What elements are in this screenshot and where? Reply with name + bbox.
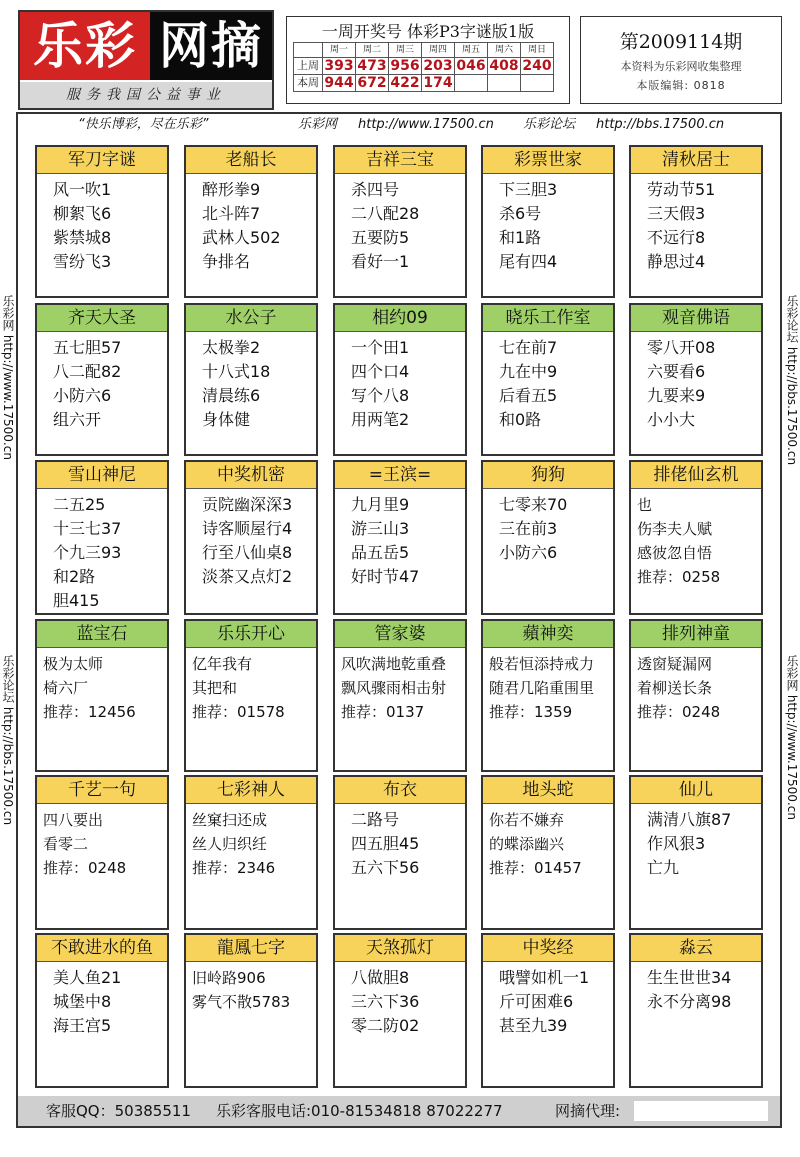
tip-card-title: 雪山神尼 (37, 462, 167, 489)
tip-card-body (37, 174, 167, 274)
tip-card-title: 清秋居士 (631, 147, 761, 174)
tip-line: 五七胆57 (53, 338, 122, 357)
tip-card (35, 303, 169, 456)
draw-number: 422 (390, 75, 420, 91)
tip-line: 生生世世34 (647, 968, 732, 987)
tip-line: 透窗疑漏网 (637, 655, 713, 673)
tip-card-body (186, 962, 316, 1014)
draw-number: 203 (423, 58, 453, 74)
tip-card (333, 619, 467, 772)
tip-line: 静思过4 (647, 252, 706, 271)
banner-motto: “快乐博彩，尽在乐彩” (78, 117, 209, 132)
tip-card-body (186, 648, 316, 724)
tip-card-body (335, 804, 465, 880)
tip-line: 行至八仙桌8 (202, 543, 293, 562)
tip-card-body (335, 332, 465, 432)
tip-line: 风一吹1 (53, 180, 112, 199)
tip-line: 和0路 (499, 410, 542, 429)
tip-line: 看好一1 (351, 252, 410, 271)
tip-line: 后看五5 (499, 386, 558, 405)
tip-card-body (335, 489, 465, 589)
tip-card-title: 蓝宝石 (37, 621, 167, 648)
tip-line: 十三七37 (53, 519, 122, 538)
tip-line: 二五25 (53, 495, 106, 514)
tip-card (481, 303, 615, 456)
tip-line: 尾有四4 (499, 252, 558, 271)
tip-line: 永不分离98 (647, 992, 732, 1011)
tip-line: 斤可困难6 (499, 992, 574, 1011)
tip-line: 一个田1 (351, 338, 410, 357)
tip-line: 四个口4 (351, 362, 410, 381)
tip-card-title: 中奖经 (483, 935, 613, 962)
tip-card (35, 933, 169, 1088)
tip-line: 随君几陷重围里 (489, 679, 595, 697)
tip-card-body (483, 332, 613, 432)
tip-card-title: 管家婆 (335, 621, 465, 648)
tip-line: 品五岳5 (351, 543, 410, 562)
issue-number: 第2009114期 (619, 31, 743, 53)
day-header: 周四 (422, 43, 455, 58)
tip-card-title: 狗狗 (483, 462, 613, 489)
tip-line: 三天假3 (647, 204, 706, 223)
tip-line: 五要防5 (351, 228, 410, 247)
tip-card-body (483, 962, 613, 1038)
draw-number: 944 (324, 75, 354, 91)
tip-card-body (37, 489, 167, 613)
tip-card-title: 吉祥三宝 (335, 147, 465, 174)
tip-line: 满清八旗87 (647, 810, 732, 829)
tip-card-title: 仙儿 (631, 777, 761, 804)
tip-line: 紫禁城8 (53, 228, 112, 247)
row-label: 本周 (294, 75, 323, 92)
banner-forum-url[interactable]: http://bbs.17500.cn (596, 117, 725, 132)
footer-qq: 客服QQ：50385511 (46, 1102, 191, 1120)
tip-card-body (37, 962, 167, 1038)
tip-card (333, 145, 467, 298)
tip-line: 零二防02 (351, 1016, 420, 1035)
tip-line: 八做胆8 (351, 968, 410, 987)
tip-line: 般若恒添持戒力 (489, 655, 595, 673)
tip-line: 八二配82 (53, 362, 122, 381)
tip-line: 甚至九39 (499, 1016, 568, 1035)
tip-card (481, 460, 615, 615)
tip-card-body (186, 489, 316, 589)
tip-card (35, 775, 169, 930)
side-text-left-bottom: 乐彩论坛 http://bbs.17500.cn (1, 655, 15, 826)
side-text-right-bottom: 乐彩网 http://www.17500.cn (785, 655, 799, 820)
tip-line: 推荐：01578 (192, 703, 285, 721)
tip-line: 十八式18 (202, 362, 271, 381)
tip-card (629, 933, 763, 1088)
tip-card-title: 不敢进水的鱼 (37, 935, 167, 962)
tip-line: 极为太师 (43, 655, 104, 673)
tip-card (184, 619, 318, 772)
tip-card-title: 观音佛语 (631, 305, 761, 332)
tip-card-title: 龍鳳七字 (186, 935, 316, 962)
tip-line: 六要看6 (647, 362, 706, 381)
tip-line: 推荐：2346 (192, 859, 276, 877)
logo (18, 10, 274, 110)
tip-card-title: 乐乐开心 (186, 621, 316, 648)
tip-line: 用两笔2 (351, 410, 410, 429)
tip-card-title: 淼云 (631, 935, 761, 962)
tip-line: 亿年我有 (192, 655, 253, 673)
tip-line: 零八开08 (647, 338, 716, 357)
tip-line: 诗客顺屋行4 (202, 519, 293, 538)
tip-line: 太极拳2 (202, 338, 261, 357)
draw-number: 473 (357, 58, 387, 74)
footer-phone: 乐彩客服电话:010-81534818 87022277 (216, 1102, 503, 1120)
tip-line: 丝人归织纴 (192, 835, 268, 853)
tip-card-title: 天煞孤灯 (335, 935, 465, 962)
logo-black-text: 网摘 (150, 12, 272, 80)
tip-card (629, 145, 763, 298)
tip-card (629, 460, 763, 615)
tip-line: 淡茶又点灯2 (202, 567, 293, 586)
tip-line: 杀四号 (351, 180, 400, 199)
agent-field (634, 1101, 768, 1121)
draw-number: 174 (423, 75, 453, 91)
tip-line: 好时节47 (351, 567, 420, 586)
tip-line: 三六下36 (351, 992, 420, 1011)
tip-card-body (335, 648, 465, 724)
tip-card-body (186, 332, 316, 432)
tip-card-body (631, 174, 761, 274)
day-header: 周一 (323, 43, 356, 58)
tip-card-body (631, 962, 761, 1014)
draw-table-header (294, 43, 554, 58)
draw-number (488, 75, 521, 92)
tip-card (481, 933, 615, 1088)
tip-card-title: 排列神童 (631, 621, 761, 648)
draw-number: 956 (390, 58, 420, 74)
tip-line: 椅六厂 (43, 679, 89, 697)
tip-line: 九月里9 (351, 495, 410, 514)
tip-line: 劳动节51 (647, 180, 716, 199)
tip-card-title: 七彩神人 (186, 777, 316, 804)
logo-red-text: 乐彩 (20, 12, 150, 80)
tip-line: 组六开 (53, 410, 102, 429)
footer-agent-label: 网摘代理: (555, 1102, 621, 1120)
tip-line: 作风狠3 (647, 834, 706, 853)
tip-card-body (186, 174, 316, 274)
tip-line: 柳絮飞6 (53, 204, 112, 223)
weekly-draw-panel (286, 16, 570, 104)
tip-card-body (631, 489, 761, 589)
tip-line: 旧岭路906 (192, 969, 266, 987)
this-week-row (294, 75, 554, 92)
tip-line: 二路号 (351, 810, 400, 829)
issue-editor: 本版编辑: 0818 (636, 79, 726, 92)
draw-number: 240 (522, 58, 552, 74)
tip-line: 二八配28 (351, 204, 420, 223)
banner-forum-name: 乐彩论坛 (523, 117, 576, 132)
tip-line: 推荐：12456 (43, 703, 136, 721)
tip-card (333, 933, 467, 1088)
tip-line: 七零来70 (499, 495, 568, 514)
row-label: 上周 (294, 58, 323, 75)
tip-line: 九要来9 (647, 386, 706, 405)
tip-card-body (483, 804, 613, 880)
tip-card (333, 303, 467, 456)
tip-card-title: 军刀字谜 (37, 147, 167, 174)
tip-line: 推荐：01457 (489, 859, 582, 877)
tip-card (184, 145, 318, 298)
tip-line: 醉形拳9 (202, 180, 261, 199)
draw-title: 一周开奖号 体彩P3字谜版1版 (321, 22, 535, 41)
tip-card-title: 排佬仙玄机 (631, 462, 761, 489)
tip-card-title: 齐天大圣 (37, 305, 167, 332)
draw-number: 393 (324, 58, 354, 74)
tip-card-body (631, 332, 761, 432)
tip-line: 三在前3 (499, 519, 558, 538)
tip-line: 九在中9 (499, 362, 558, 381)
issue-panel (580, 16, 782, 104)
tip-line: 四五胆45 (351, 834, 420, 853)
tip-line: 个九三93 (53, 543, 122, 562)
banner-site-url[interactable]: http://www.17500.cn (358, 117, 494, 132)
issue-note: 本资料为乐彩网收集整理 (620, 60, 742, 73)
draw-number: 408 (489, 58, 519, 74)
tip-line: 推荐：0248 (43, 859, 127, 877)
day-header: 周六 (488, 43, 521, 58)
tip-line: 丝窠扫还成 (192, 811, 268, 829)
tip-line: 风吹满地乾重叠 (341, 655, 447, 673)
tip-card-body (483, 648, 613, 724)
tip-line: 城堡中8 (53, 992, 112, 1011)
tip-card (481, 619, 615, 772)
tip-line: 清晨练6 (202, 386, 261, 405)
tip-line: 和2路 (53, 567, 96, 586)
tip-card (184, 933, 318, 1088)
tip-line: 你若不嫌弃 (489, 811, 565, 829)
last-week-row (294, 58, 554, 75)
tip-card-body (483, 489, 613, 565)
tip-line: 小防六6 (53, 386, 112, 405)
tip-card (184, 775, 318, 930)
tip-card-body (335, 174, 465, 274)
tip-line: 感彼忽自悟 (637, 544, 713, 562)
tip-line: 着柳送长条 (637, 679, 713, 697)
tip-card-body (186, 804, 316, 880)
draw-table (293, 42, 554, 92)
tip-card-body (37, 804, 167, 880)
tip-line: 游三山3 (351, 519, 410, 538)
tip-card (629, 619, 763, 772)
tip-line: 北斗阵7 (202, 204, 261, 223)
tip-line: 亡九 (647, 858, 680, 877)
draw-number (455, 75, 488, 92)
tip-line: 海王宫5 (53, 1016, 112, 1035)
tip-card (35, 460, 169, 615)
tip-line: 写个八8 (351, 386, 410, 405)
tip-card-title: 老船长 (186, 147, 316, 174)
tip-line: 其把和 (192, 679, 238, 697)
tip-line: 贡院幽深深3 (202, 495, 293, 514)
tip-line: 小防六6 (499, 543, 558, 562)
footer (18, 1096, 780, 1126)
tip-card (629, 303, 763, 456)
tip-line: 的蝶添幽兴 (489, 835, 565, 853)
tip-line: 身体健 (202, 410, 251, 429)
tip-card (481, 145, 615, 298)
day-header: 周五 (455, 43, 488, 58)
tip-card (481, 775, 615, 930)
tip-line: 下三胆3 (499, 180, 558, 199)
tip-card (35, 145, 169, 298)
tip-line: 推荐：0258 (637, 568, 721, 586)
tip-card (333, 775, 467, 930)
tip-card-title: 相约09 (335, 305, 465, 332)
tip-card-body (37, 332, 167, 432)
tip-card-title: 水公子 (186, 305, 316, 332)
tip-line: 争排名 (202, 252, 251, 271)
slogan: 服务我国公益事业 (20, 82, 272, 108)
tip-line: 推荐：1359 (489, 703, 573, 721)
tip-card-body (335, 962, 465, 1038)
tip-line: 小小大 (647, 410, 696, 429)
tip-line: 武林人502 (202, 228, 281, 247)
tip-line: 飘风骤雨相击射 (341, 679, 447, 697)
tip-line: 四八要出 (43, 811, 104, 829)
tip-card (629, 775, 763, 930)
tip-line: 也 (637, 496, 653, 514)
tip-line: 伤李夫人赋 (637, 520, 713, 538)
tip-line: 杀6号 (499, 204, 542, 223)
tip-card-title: =王滨= (335, 462, 465, 489)
tip-card-title: 中奖机密 (186, 462, 316, 489)
tip-card-title: 布衣 (335, 777, 465, 804)
tip-card-body (37, 648, 167, 724)
tip-card (184, 303, 318, 456)
tip-card-body (631, 804, 761, 880)
tip-line: 美人鱼21 (53, 968, 122, 987)
tip-line: 不远行8 (647, 228, 706, 247)
side-text-left-top: 乐彩网 http://www.17500.cn (1, 295, 15, 460)
draw-number (521, 75, 554, 92)
tip-line: 和1路 (499, 228, 542, 247)
tip-card-body (631, 648, 761, 724)
tip-line: 五六下56 (351, 858, 420, 877)
tip-card (184, 460, 318, 615)
tip-card-title: 彩票世家 (483, 147, 613, 174)
side-text-right-top: 乐彩论坛 http://bbs.17500.cn (785, 295, 799, 466)
day-header: 周日 (521, 43, 554, 58)
tip-line: 推荐：0248 (637, 703, 721, 721)
tip-line: 看零二 (43, 835, 89, 853)
tip-line: 雪纷飞3 (53, 252, 112, 271)
tip-line: 胆415 (53, 591, 100, 610)
tip-card-title: 千艺一句 (37, 777, 167, 804)
tip-line: 哦譬如机一1 (499, 968, 590, 987)
banner (18, 114, 780, 136)
tip-line: 推荐：0137 (341, 703, 425, 721)
tip-card (35, 619, 169, 772)
tip-card (333, 460, 467, 615)
tip-card-title: 晓乐工作室 (483, 305, 613, 332)
tip-line: 雾气不散5783 (192, 993, 291, 1011)
tip-card-title: 蘋神奕 (483, 621, 613, 648)
day-header: 周二 (356, 43, 389, 58)
draw-number: 046 (456, 58, 486, 74)
tip-card-title: 地头蛇 (483, 777, 613, 804)
tip-line: 七在前7 (499, 338, 558, 357)
draw-number: 672 (357, 75, 387, 91)
banner-site-name: 乐彩网 (298, 117, 338, 132)
day-header: 周三 (389, 43, 422, 58)
tip-card-body (483, 174, 613, 274)
